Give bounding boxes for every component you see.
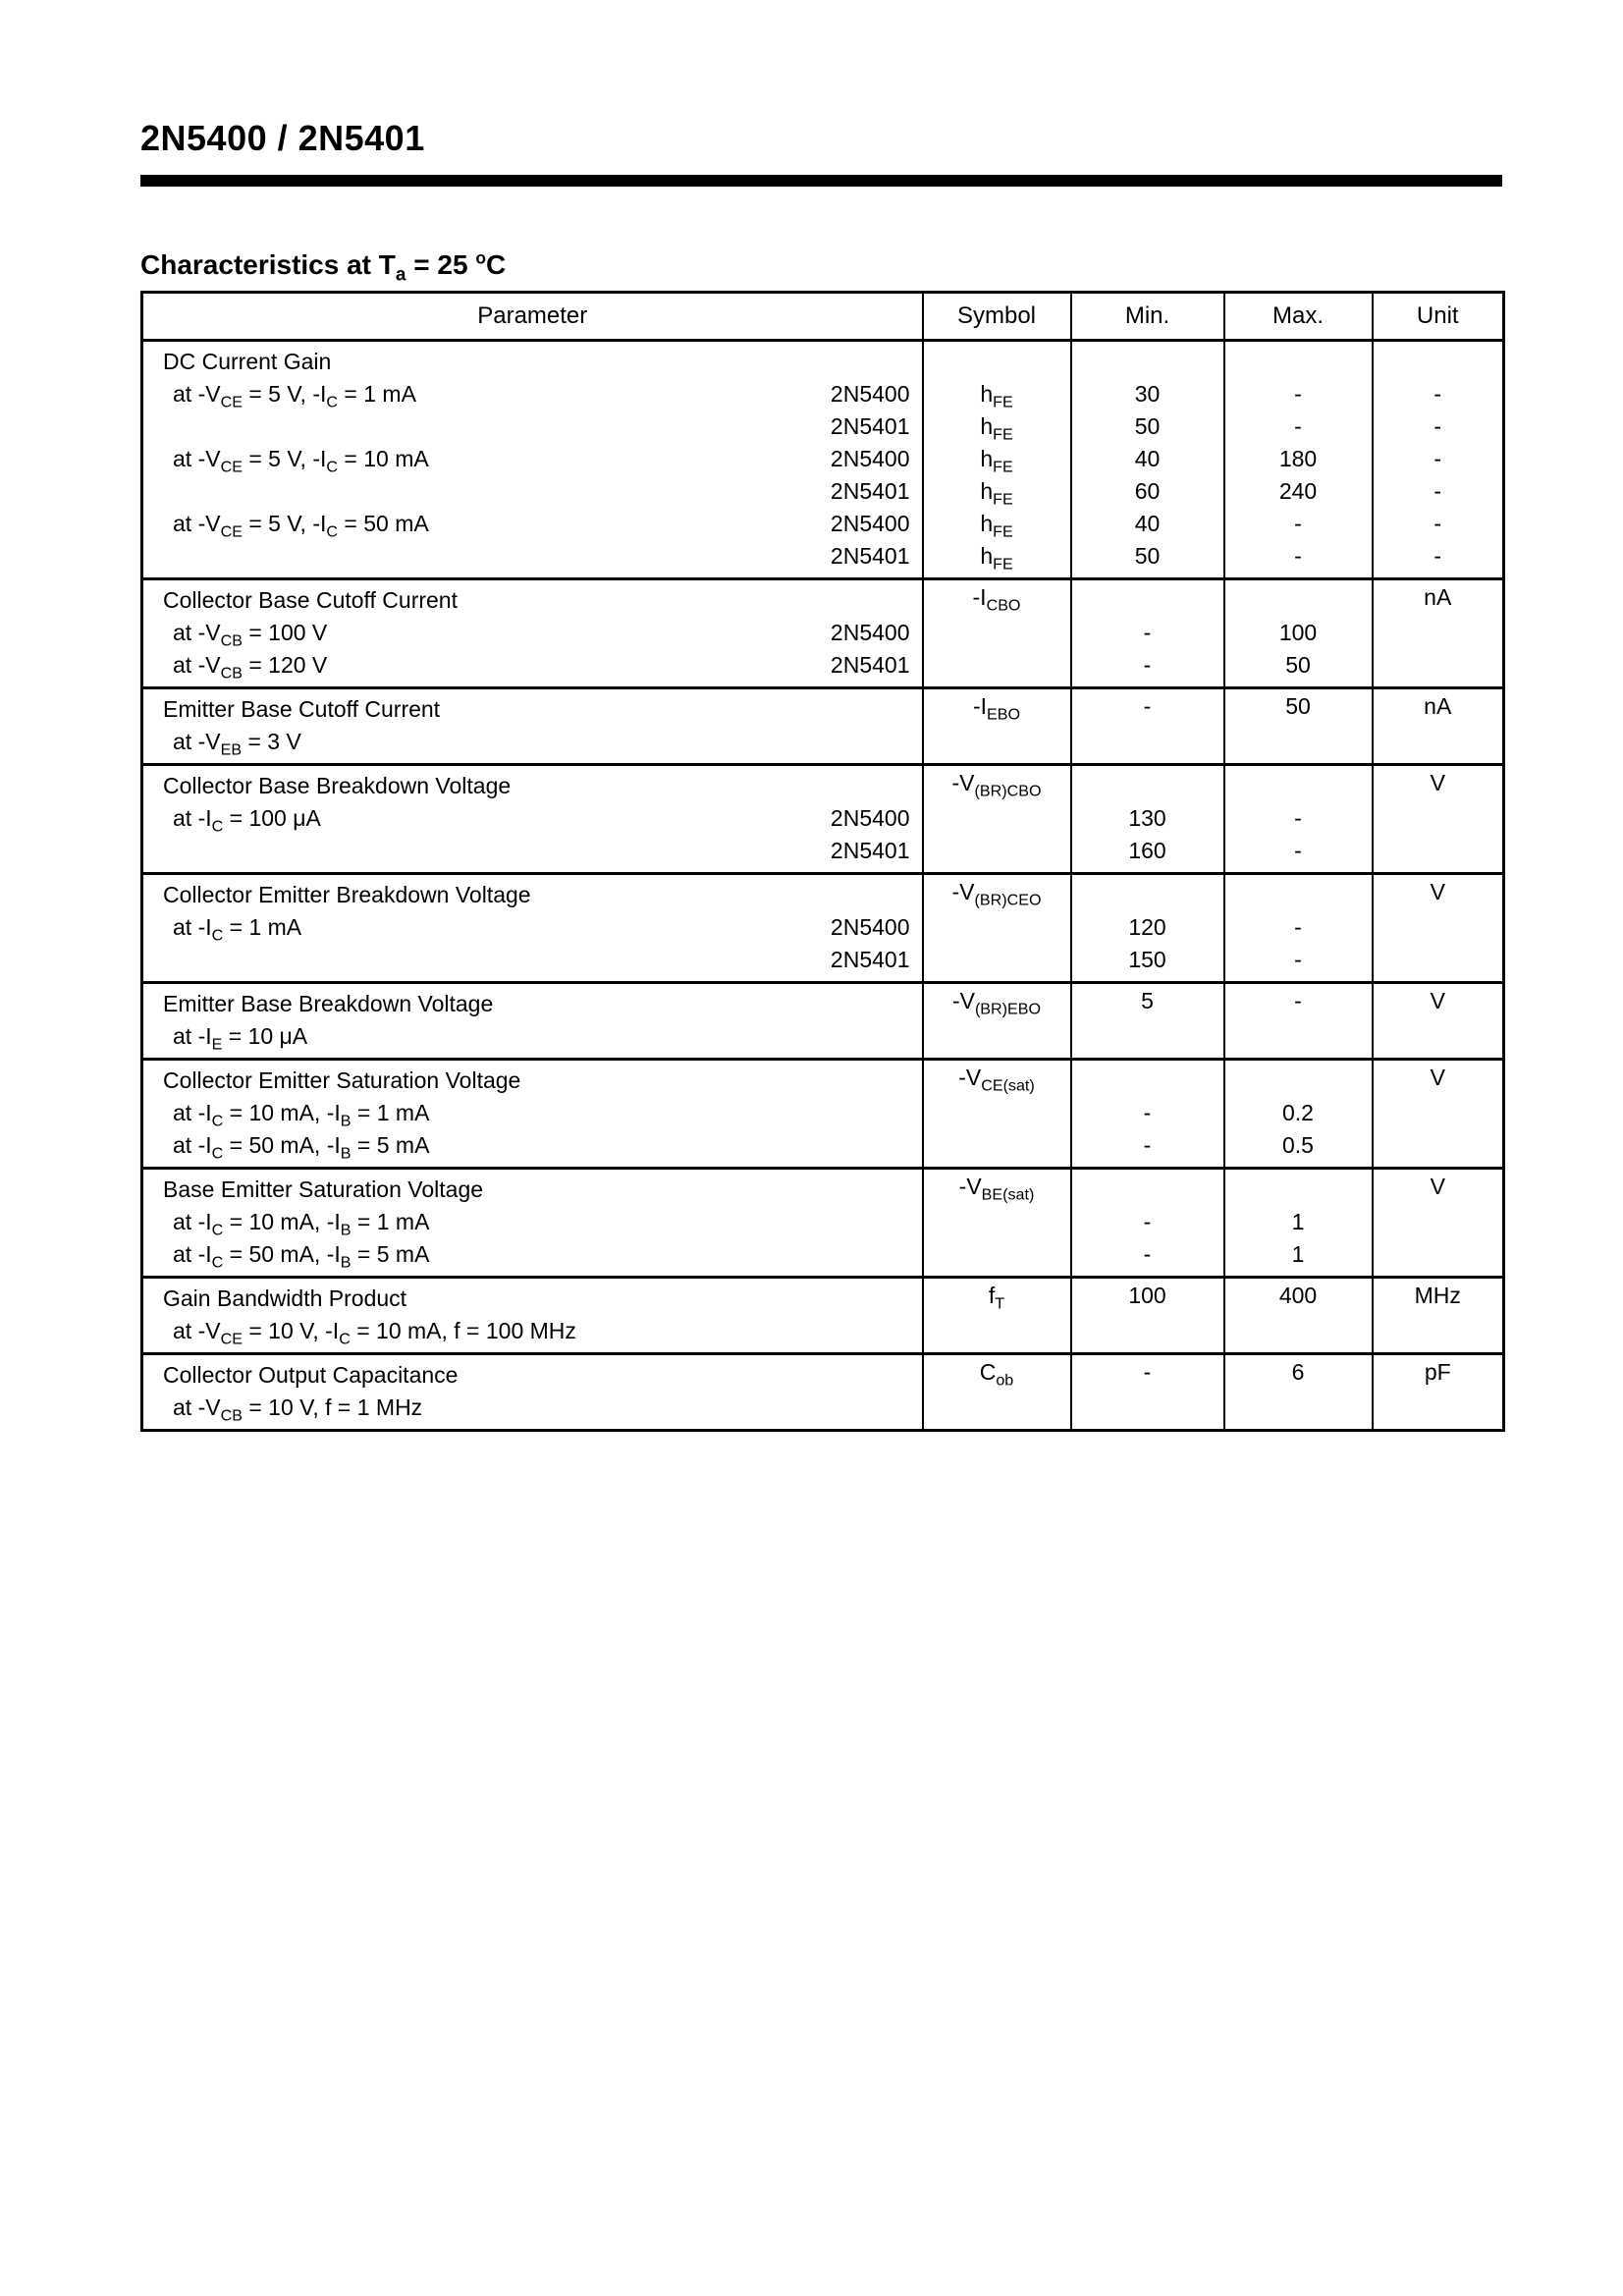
parameter-line — [143, 1315, 922, 1347]
unit-value: - — [1434, 446, 1442, 471]
table-row — [142, 874, 1504, 983]
parameter-line — [143, 944, 922, 976]
parameter-cell — [142, 341, 923, 579]
min-value: 60 — [1134, 478, 1161, 504]
symbol-value: $-V_{(BR)CBO}$ — [951, 770, 1042, 800]
condition-text: at $-V_{EB} = 3$ V — [173, 729, 301, 759]
max-value: 1 — [1291, 1209, 1305, 1234]
parameter-line — [143, 475, 922, 508]
parameter-line — [143, 649, 922, 682]
condition-text: at $-I_C = 10$ mA, $-I_B = 1$ mA — [173, 1209, 430, 1239]
min-value: 100 — [1128, 1283, 1166, 1308]
parameter-line — [143, 911, 922, 944]
min-cell — [1071, 874, 1224, 983]
unit-cell — [1373, 874, 1504, 983]
condition-text: at $-V_{CE} = 10$ V, $-I_C = 10$ mA, f = 100 MHz — [173, 1318, 576, 1348]
column-header-unit: Unit — [1373, 293, 1504, 341]
section-heading: Gain Bandwidth Product — [163, 1285, 407, 1311]
unit-value: - — [1434, 381, 1442, 407]
parameter-cell — [142, 1169, 923, 1278]
symbol-value: $h_{FE}$ — [980, 446, 1013, 476]
unit-cell — [1373, 983, 1504, 1060]
unit-cell — [1373, 341, 1504, 579]
device-label: 2N5401 — [830, 652, 910, 678]
section-heading: Emitter Base Breakdown Voltage — [163, 991, 494, 1016]
table-row — [142, 579, 1504, 688]
max-value: 180 — [1278, 446, 1318, 471]
max-value: - — [1294, 543, 1302, 569]
symbol-cell — [923, 1278, 1071, 1354]
device-label: 2N5400 — [830, 511, 910, 536]
table-row — [142, 1060, 1504, 1169]
max-value: - — [1294, 413, 1302, 439]
parameter-line — [143, 443, 922, 475]
max-cell — [1224, 983, 1373, 1060]
min-value: - — [1143, 1132, 1152, 1158]
min-cell — [1071, 1278, 1224, 1354]
max-cell — [1224, 1354, 1373, 1431]
max-value: - — [1294, 947, 1302, 972]
column-header-symbol: Symbol — [923, 293, 1071, 341]
device-label: 2N5400 — [830, 620, 910, 645]
parameter-line — [143, 1129, 922, 1162]
min-value: 120 — [1128, 914, 1166, 940]
spacer-line — [1072, 584, 1223, 617]
min-cell — [1071, 765, 1224, 874]
table-row — [142, 983, 1504, 1060]
condition-text: at $-I_C = 100$ μA — [173, 805, 321, 836]
section-heading: Collector Emitter Breakdown Voltage — [163, 882, 531, 907]
parameter-cell — [142, 983, 923, 1060]
symbol-value: $h_{FE}$ — [980, 543, 1013, 574]
parameter-line — [143, 508, 922, 540]
symbol-value: $-V_{CE(sat)}$ — [958, 1065, 1035, 1095]
symbol-value: $-I_{CBO}$ — [972, 584, 1021, 615]
table-title: Characteristics at $T_a = 25$ $^o$C — [140, 247, 507, 286]
symbol-value: $h_{FE}$ — [980, 478, 1013, 509]
symbol-value: $C_{ob}$ — [979, 1359, 1014, 1390]
condition-text: at $-V_{CE} = 5$ V, $-I_C = 1$ mA — [173, 381, 416, 411]
unit-value: V — [1430, 1065, 1445, 1090]
symbol-cell — [923, 579, 1071, 688]
unit-value: - — [1434, 478, 1442, 504]
unit-value: V — [1430, 988, 1445, 1013]
min-value: 40 — [1134, 511, 1161, 536]
symbol-value: $h_{FE}$ — [980, 381, 1013, 411]
max-value: 50 — [1285, 652, 1311, 678]
max-cell — [1224, 1169, 1373, 1278]
spacer-line — [1225, 584, 1372, 617]
max-value: 1 — [1291, 1241, 1305, 1267]
symbol-cell — [923, 1354, 1071, 1431]
min-cell — [1071, 1169, 1224, 1278]
parameter-line — [143, 802, 922, 835]
device-label: 2N5401 — [830, 543, 910, 569]
max-cell — [1224, 341, 1373, 579]
min-value: - — [1143, 1100, 1152, 1125]
max-cell — [1224, 765, 1373, 874]
unit-value: pF — [1424, 1359, 1451, 1385]
min-cell — [1071, 1354, 1224, 1431]
table-row — [142, 1169, 1504, 1278]
section-heading: Collector Base Breakdown Voltage — [163, 773, 512, 798]
parameter-line — [143, 617, 922, 649]
symbol-value: $-V_{BE(sat)}$ — [958, 1174, 1035, 1204]
parameter-cell — [142, 765, 923, 874]
max-value: - — [1294, 988, 1302, 1013]
section-heading: Emitter Base Cutoff Current — [163, 696, 441, 722]
min-cell — [1071, 688, 1224, 765]
unit-value: nA — [1424, 584, 1452, 610]
page-content — [140, 0, 1502, 1432]
symbol-cell — [923, 1169, 1071, 1278]
min-value: 130 — [1128, 805, 1166, 831]
unit-value: V — [1430, 879, 1445, 904]
max-value: 0.5 — [1282, 1132, 1314, 1158]
parameter-line — [143, 1206, 922, 1238]
min-value: - — [1143, 1209, 1152, 1234]
min-value: 50 — [1134, 543, 1161, 569]
condition-text: at $-I_C = 50$ mA, $-I_B = 5$ mA — [173, 1241, 430, 1272]
min-value: 5 — [1141, 988, 1154, 1013]
spacer-line — [1225, 1174, 1372, 1206]
unit-value: nA — [1424, 693, 1452, 719]
max-value: - — [1294, 805, 1302, 831]
page-title: 2N5400 / 2N5401 — [140, 118, 425, 158]
column-header-parameter: Parameter — [142, 293, 923, 341]
max-value: - — [1294, 914, 1302, 940]
max-cell — [1224, 579, 1373, 688]
unit-cell — [1373, 579, 1504, 688]
section-heading: Collector Output Capacitance — [163, 1362, 459, 1388]
table-row — [142, 341, 1504, 579]
table-row — [142, 1278, 1504, 1354]
symbol-cell — [923, 765, 1071, 874]
column-header-min: Min. — [1071, 293, 1224, 341]
table-row — [142, 1354, 1504, 1431]
unit-value: V — [1430, 770, 1445, 795]
device-label: 2N5400 — [830, 381, 910, 407]
max-value: - — [1294, 381, 1302, 407]
condition-text: at $-V_{CB} = 10$ V, f = 1 MHz — [173, 1394, 423, 1425]
spacer-line — [924, 346, 1070, 378]
symbol-value: $f_T$ — [988, 1283, 1005, 1313]
unit-cell — [1373, 1354, 1504, 1431]
min-cell — [1071, 579, 1224, 688]
parameter-line — [143, 835, 922, 867]
unit-cell — [1373, 1278, 1504, 1354]
condition-text: at $-I_E = 10$ μA — [173, 1023, 308, 1054]
unit-cell — [1373, 765, 1504, 874]
device-label: 2N5400 — [830, 805, 910, 831]
unit-value: V — [1430, 1174, 1445, 1199]
parameter-line — [143, 410, 922, 443]
spacer-line — [1225, 770, 1372, 802]
symbol-cell — [923, 983, 1071, 1060]
table-row — [142, 765, 1504, 874]
condition-text: at $-V_{CB} = 100$ V — [173, 620, 328, 650]
max-value: 50 — [1285, 693, 1311, 719]
parameter-cell — [142, 874, 923, 983]
device-label: 2N5400 — [830, 914, 910, 940]
device-label: 2N5400 — [830, 446, 910, 471]
max-value: 6 — [1291, 1359, 1305, 1385]
max-cell — [1224, 688, 1373, 765]
min-value: 50 — [1134, 413, 1161, 439]
parameter-line — [143, 378, 922, 410]
max-value: 100 — [1278, 620, 1318, 645]
table-body — [142, 341, 1504, 1431]
max-cell — [1224, 874, 1373, 983]
condition-text: at $-I_C = 10$ mA, $-I_B = 1$ mA — [173, 1100, 430, 1130]
symbol-value: $h_{FE}$ — [980, 413, 1013, 444]
header-rule — [140, 175, 1502, 187]
device-label: 2N5401 — [830, 413, 910, 439]
symbol-cell — [923, 874, 1071, 983]
spacer-line — [1225, 1065, 1372, 1097]
min-value: - — [1143, 693, 1152, 719]
min-value: 40 — [1134, 446, 1161, 471]
spacer-line — [1072, 1174, 1223, 1206]
spacer-line — [1072, 879, 1223, 911]
min-value: - — [1143, 1359, 1152, 1385]
max-value: 240 — [1278, 478, 1318, 504]
parameter-line — [143, 540, 922, 573]
symbol-cell — [923, 1060, 1071, 1169]
parameter-line — [143, 726, 922, 758]
spacer-line — [1072, 346, 1223, 378]
column-header-max: Max. — [1224, 293, 1373, 341]
condition-text: at $-V_{CB} = 120$ V — [173, 652, 328, 683]
min-cell — [1071, 341, 1224, 579]
unit-cell — [1373, 1169, 1504, 1278]
unit-value: - — [1434, 413, 1442, 439]
symbol-cell — [923, 688, 1071, 765]
max-cell — [1224, 1060, 1373, 1169]
spacer-line — [1225, 346, 1372, 378]
characteristics-table — [140, 291, 1505, 1432]
unit-value: - — [1434, 543, 1442, 569]
min-value: 160 — [1128, 838, 1166, 863]
min-cell — [1071, 983, 1224, 1060]
parameter-line — [143, 1020, 922, 1053]
parameter-line — [143, 1097, 922, 1129]
parameter-cell — [142, 1278, 923, 1354]
condition-text: at $-V_{CE} = 5$ V, $-I_C = 10$ mA — [173, 446, 429, 476]
spacer-line — [1225, 879, 1372, 911]
device-label: 2N5401 — [830, 947, 910, 972]
symbol-value: $-V_{(BR)CEO}$ — [951, 879, 1042, 909]
unit-value: MHz — [1414, 1283, 1461, 1308]
condition-text: at $-I_C = 50$ mA, $-I_B = 5$ mA — [173, 1132, 430, 1163]
min-value: - — [1143, 652, 1152, 678]
max-cell — [1224, 1278, 1373, 1354]
min-value: 150 — [1128, 947, 1166, 972]
max-value: 0.2 — [1282, 1100, 1314, 1125]
section-heading: Collector Base Cutoff Current — [163, 587, 458, 613]
max-value: - — [1294, 838, 1302, 863]
max-value: - — [1294, 511, 1302, 536]
spacer-line — [1072, 770, 1223, 802]
unit-cell — [1373, 688, 1504, 765]
device-label: 2N5401 — [830, 838, 910, 863]
symbol-cell — [923, 341, 1071, 579]
unit-cell — [1373, 1060, 1504, 1169]
condition-text: at $-I_C = 1$ mA — [173, 914, 302, 945]
parameter-line — [143, 1392, 922, 1424]
parameter-line — [143, 1238, 922, 1271]
parameter-cell — [142, 579, 923, 688]
min-value: - — [1143, 620, 1152, 645]
section-heading: Collector Emitter Saturation Voltage — [163, 1067, 521, 1093]
unit-value: - — [1434, 511, 1442, 536]
parameter-cell — [142, 688, 923, 765]
condition-text: at $-V_{CE} = 5$ V, $-I_C = 50$ mA — [173, 511, 429, 541]
spacer-line — [1072, 1065, 1223, 1097]
min-value: - — [1143, 1241, 1152, 1267]
table-header-row — [142, 293, 1504, 341]
section-heading: Base Emitter Saturation Voltage — [163, 1176, 484, 1202]
device-label: 2N5401 — [830, 478, 910, 504]
symbol-value: $-V_{(BR)EBO}$ — [951, 988, 1042, 1018]
parameter-cell — [142, 1060, 923, 1169]
symbol-value: $-I_{EBO}$ — [972, 693, 1021, 724]
min-cell — [1071, 1060, 1224, 1169]
max-value: 400 — [1278, 1283, 1318, 1308]
min-value: 30 — [1134, 381, 1161, 407]
symbol-value: $h_{FE}$ — [980, 511, 1013, 541]
parameter-cell — [142, 1354, 923, 1431]
table-row — [142, 688, 1504, 765]
section-heading: DC Current Gain — [163, 349, 332, 374]
spacer-line — [1374, 346, 1503, 378]
